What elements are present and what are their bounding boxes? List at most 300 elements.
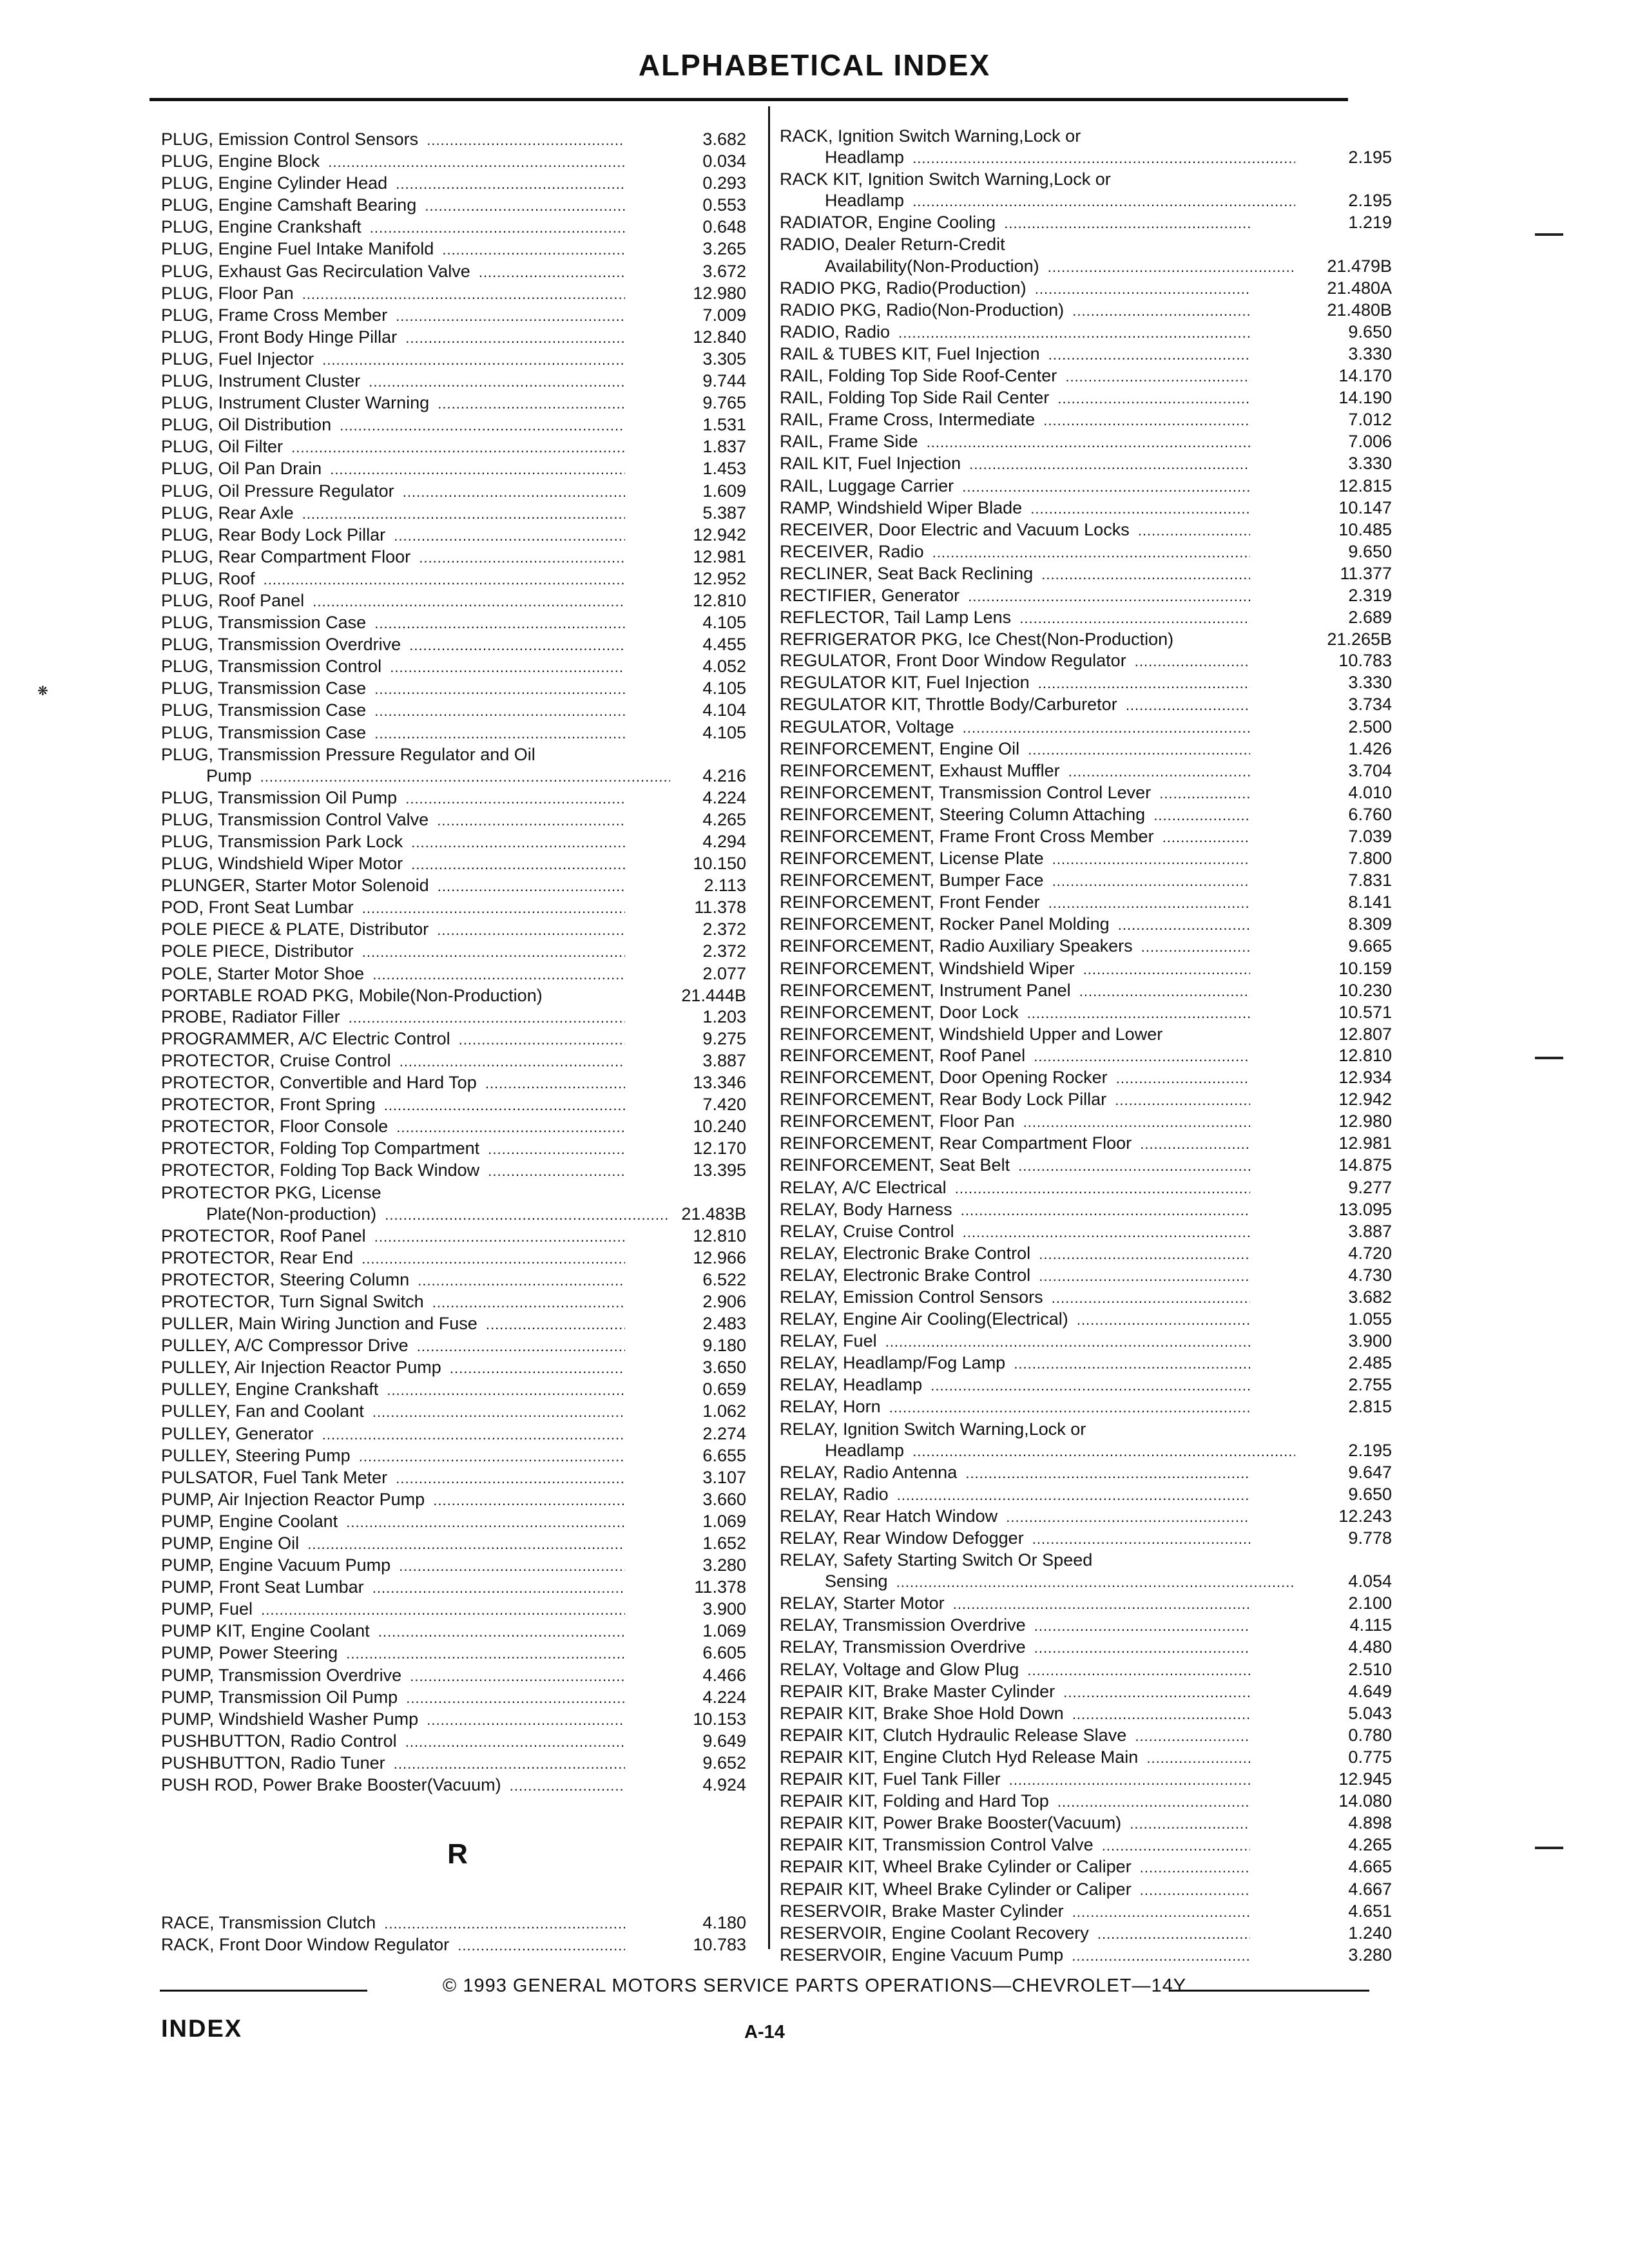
entry-page-ref: 1.069 <box>702 1511 746 1531</box>
entry-page-ref: 1.203 <box>702 1006 746 1026</box>
entry-description: PLUG, Oil Filter <box>161 437 287 456</box>
entry-page-ref: 2.689 <box>1348 608 1392 628</box>
left-entries-r <box>161 1912 754 1956</box>
entry-page-ref: 3.330 <box>1348 343 1392 363</box>
entry-description: PLUG, Transmission Case <box>161 723 370 742</box>
entry-description: PLUG, Engine Block <box>161 151 323 171</box>
entry-description: REINFORCEMENT, Front Fender <box>780 892 1044 912</box>
entry-description: PLUG, Fuel Injector <box>161 349 318 369</box>
entry-description: PUMP KIT, Engine Coolant <box>161 1621 374 1640</box>
left-column <box>161 129 754 1956</box>
entry-page-ref: 2.195 <box>1348 1440 1392 1460</box>
index-entry-line <box>780 1287 1392 1309</box>
entry-description: PULLEY, Fan and Coolant <box>161 1401 368 1421</box>
index-entry-line <box>780 1309 1392 1331</box>
entry-description: PULLEY, Steering Pump <box>161 1446 354 1465</box>
entry-description: POLE, Starter Motor Shoe <box>161 964 368 983</box>
entry-description: REINFORCEMENT, Seat Belt <box>780 1155 1014 1175</box>
entry-description: Plate(Non-production) <box>206 1204 380 1224</box>
entry-description: RADIO PKG, Radio(Non-Production) <box>780 300 1068 320</box>
index-entry-line <box>780 1615 1392 1637</box>
entry-page-ref: 2.372 <box>702 941 746 961</box>
entry-description: REINFORCEMENT, Frame Front Cross Member <box>780 827 1158 846</box>
entry-description: REINFORCEMENT, Roof Panel <box>780 1046 1029 1065</box>
entry-page-ref: 9.765 <box>702 393 746 413</box>
index-entry-line <box>161 1467 754 1489</box>
entry-page-ref: 12.942 <box>1338 1090 1392 1110</box>
entry-description: PULSATOR, Fuel Tank Meter <box>161 1468 391 1487</box>
index-entry-line <box>780 1856 1392 1878</box>
entry-description: REPAIR KIT, Fuel Tank Filler <box>780 1769 1005 1789</box>
entry-description: RADIATOR, Engine Cooling <box>780 213 999 232</box>
index-entry-line <box>780 169 1392 190</box>
index-entry-line <box>161 787 754 809</box>
index-entry-line <box>780 1659 1392 1681</box>
entry-description: PLUG, Instrument Cluster Warning <box>161 393 433 412</box>
entry-page-ref: 2.077 <box>702 963 746 983</box>
entry-page-ref: 2.113 <box>704 876 746 896</box>
entry-page-ref: 3.734 <box>1348 695 1392 715</box>
index-entry-line <box>780 126 1392 147</box>
index-entry-line <box>161 1731 754 1753</box>
entry-description: RACK, Front Door Window Regulator <box>161 1935 453 1954</box>
index-entry-line <box>161 195 754 216</box>
index-entry-line <box>161 1599 754 1620</box>
index-entry-line <box>161 1116 754 1138</box>
entry-page-ref: 4.216 <box>702 765 746 785</box>
index-entry-line <box>161 327 754 349</box>
entry-page-ref: 12.945 <box>1338 1769 1392 1789</box>
index-entry-line <box>780 672 1392 694</box>
index-entry-line <box>780 804 1392 826</box>
entry-description: REINFORCEMENT, Windshield Upper and Lower <box>780 1024 1166 1044</box>
index-entry-line <box>161 875 754 897</box>
entry-description: RESERVOIR, Brake Master Cylinder <box>780 1901 1068 1921</box>
index-entry-line <box>780 980 1392 1002</box>
index-entry-line <box>780 1703 1392 1725</box>
entry-page-ref: 21.480B <box>1327 300 1392 320</box>
index-entry-line <box>780 1462 1392 1484</box>
index-entry-line <box>780 1550 1392 1571</box>
index-entry-line <box>161 1204 754 1225</box>
entry-description: PULLEY, Generator <box>161 1424 318 1443</box>
entry-page-ref: 3.280 <box>1348 1945 1392 1965</box>
entry-description: REPAIR KIT, Brake Shoe Hold Down <box>780 1704 1068 1723</box>
entry-description: PLUG, Windshield Wiper Motor <box>161 854 407 873</box>
index-entry-line <box>161 1247 754 1269</box>
index-entry-line <box>780 453 1392 475</box>
entry-page-ref: 1.609 <box>702 481 746 501</box>
entry-page-ref: 13.395 <box>693 1160 746 1180</box>
entry-page-ref: 4.115 <box>1349 1615 1392 1635</box>
index-entry-line <box>161 1225 754 1247</box>
entry-page-ref: 7.006 <box>1348 432 1392 452</box>
index-entry-line <box>780 1637 1392 1658</box>
index-entry-line <box>780 1374 1392 1396</box>
entry-description: RADIO PKG, Radio(Production) <box>780 278 1030 298</box>
entry-description: REFRIGERATOR PKG, Ice Chest(Non-Production) <box>780 629 1177 649</box>
entry-page-ref: 12.981 <box>693 546 746 566</box>
entry-description: RAIL, Folding Top Side Roof-Center <box>780 366 1061 385</box>
entry-description: POLE PIECE, Distributor <box>161 941 358 961</box>
entry-page-ref: 3.672 <box>702 261 746 281</box>
entry-page-ref: 0.659 <box>702 1379 746 1399</box>
entry-description: REINFORCEMENT, Windshield Wiper <box>780 959 1079 978</box>
entry-page-ref: 2.195 <box>1348 148 1392 168</box>
entry-description: RELAY, Electronic Brake Control <box>780 1265 1034 1285</box>
entry-description: PROTECTOR, Turn Signal Switch <box>161 1292 428 1311</box>
entry-page-ref: 4.720 <box>1348 1243 1392 1263</box>
section-label: INDEX <box>161 2015 243 2042</box>
entry-page-ref: 14.170 <box>1338 366 1392 386</box>
entry-page-ref: 4.010 <box>1348 782 1392 802</box>
entry-description: PLUG, Engine Camshaft Bearing <box>161 195 420 215</box>
index-entry-line <box>780 343 1392 365</box>
index-entry-line <box>780 1111 1392 1133</box>
index-entry-line <box>780 431 1392 453</box>
entry-page-ref: 9.650 <box>1348 1484 1392 1504</box>
entry-page-ref: 7.039 <box>1348 827 1392 846</box>
entry-description: RAMP, Windshield Wiper Blade <box>780 498 1026 517</box>
index-entry-line <box>161 481 754 503</box>
index-entry-line <box>780 190 1392 212</box>
entry-page-ref: 10.783 <box>693 1935 746 1955</box>
entry-page-ref: 10.159 <box>1338 958 1392 978</box>
index-entry-line <box>161 524 754 546</box>
entry-page-ref: 3.305 <box>702 349 746 369</box>
entry-page-ref: 7.012 <box>1348 410 1392 430</box>
entry-page-ref: 3.330 <box>1348 454 1392 474</box>
entry-page-ref: 21.444B <box>681 985 746 1005</box>
entry-page-ref: 9.649 <box>702 1731 746 1751</box>
entry-description: RAIL, Frame Side <box>780 432 922 451</box>
index-entry-line <box>780 1769 1392 1791</box>
entry-page-ref: 4.105 <box>702 613 746 633</box>
index-entry-line <box>780 541 1392 563</box>
entry-page-ref: 2.372 <box>702 919 746 939</box>
entry-description: REINFORCEMENT, Door Opening Rocker <box>780 1068 1112 1087</box>
entry-description: REGULATOR, Voltage <box>780 717 958 736</box>
entry-page-ref: 1.069 <box>702 1621 746 1641</box>
page-number: A-14 <box>744 2022 785 2042</box>
index-entry-line <box>161 1357 754 1379</box>
entry-description: PLUG, Emission Control Sensors <box>161 130 422 149</box>
index-entry-line <box>780 694 1392 716</box>
entry-page-ref: 10.240 <box>693 1117 746 1137</box>
entry-page-ref: 3.900 <box>1348 1331 1392 1351</box>
index-entry-line <box>780 1791 1392 1812</box>
index-entry-line <box>780 914 1392 936</box>
entry-description: PLUG, Rear Axle <box>161 503 298 523</box>
index-entry-line <box>780 256 1392 278</box>
entry-description: PLUG, Transmission Pressure Regulator and Oil <box>161 745 539 764</box>
index-entry-line <box>780 1045 1392 1067</box>
entry-page-ref: 7.800 <box>1348 849 1392 869</box>
entry-page-ref: 13.095 <box>1338 1199 1392 1219</box>
entry-description: PLUG, Rear Compartment Floor <box>161 547 414 566</box>
entry-page-ref: 4.924 <box>702 1775 746 1795</box>
entry-page-ref: 12.815 <box>1338 476 1392 495</box>
index-entry-line <box>161 919 754 941</box>
index-entry-line <box>780 1725 1392 1747</box>
index-entry-line <box>780 607 1392 629</box>
index-entry-line <box>161 1182 754 1204</box>
entry-page-ref: 8.141 <box>1348 892 1392 912</box>
scan-speck: ❋ <box>37 684 48 698</box>
entry-page-ref: 1.055 <box>1348 1309 1392 1329</box>
index-entry-line <box>161 1291 754 1313</box>
index-entry-line <box>780 782 1392 804</box>
entry-page-ref: 1.652 <box>702 1533 746 1553</box>
entry-page-ref: 1.240 <box>1348 1923 1392 1943</box>
entry-description: RELAY, Radio Antenna <box>780 1463 961 1482</box>
index-entry-line <box>780 1396 1392 1418</box>
entry-page-ref: 2.483 <box>702 1314 746 1334</box>
entry-description: PROGRAMMER, A/C Electric Control <box>161 1029 454 1048</box>
index-entry-line <box>161 853 754 875</box>
entry-description: PLUNGER, Starter Motor Solenoid <box>161 876 433 895</box>
entry-page-ref: 4.455 <box>702 635 746 655</box>
entry-page-ref: 12.810 <box>1338 1045 1392 1065</box>
index-entry-line <box>780 826 1392 848</box>
entry-page-ref: 4.224 <box>702 1687 746 1707</box>
entry-page-ref: 4.265 <box>702 809 746 829</box>
index-entry-line <box>161 238 754 260</box>
index-entry-line <box>780 1331 1392 1352</box>
index-entry-line <box>780 1199 1392 1221</box>
entry-page-ref: 4.180 <box>702 1913 746 1933</box>
entry-description: RELAY, Headlamp/Fog Lamp <box>780 1353 1009 1372</box>
index-entry-line <box>780 716 1392 738</box>
entry-description: RELAY, Rear Hatch Window <box>780 1506 1001 1526</box>
entry-description: PLUG, Transmission Case <box>161 700 370 720</box>
entry-page-ref: 4.294 <box>702 832 746 851</box>
index-entry-line <box>161 129 754 151</box>
index-entry-line <box>780 1834 1392 1856</box>
entry-description: PROTECTOR, Cruise Control <box>161 1051 395 1070</box>
section-letter: R <box>447 1838 468 1870</box>
index-entry-line <box>780 1879 1392 1901</box>
index-entry-line <box>161 1774 754 1796</box>
entry-description: RADIO, Radio <box>780 322 894 341</box>
entry-description: RELAY, A/C Electrical <box>780 1178 950 1197</box>
entry-page-ref: 7.831 <box>1348 870 1392 890</box>
entry-page-ref: 1.531 <box>702 415 746 435</box>
entry-description: PUSH ROD, Power Brake Booster(Vacuum) <box>161 1775 505 1794</box>
entry-description: RELAY, Transmission Overdrive <box>780 1615 1030 1635</box>
entry-page-ref: 10.230 <box>1338 980 1392 1000</box>
entry-page-ref: 0.293 <box>702 173 746 193</box>
entry-description: RESERVOIR, Engine Coolant Recovery <box>780 1923 1093 1943</box>
margin-tick <box>1535 1057 1563 1059</box>
entry-description: PUMP, Engine Oil <box>161 1533 303 1553</box>
entry-page-ref: 1.426 <box>1348 738 1392 758</box>
entry-description: PROTECTOR, Roof Panel <box>161 1226 370 1245</box>
entry-description: PROTECTOR, Folding Top Back Window <box>161 1160 483 1180</box>
index-entry-line <box>780 1812 1392 1834</box>
entry-page-ref: 0.780 <box>1348 1725 1392 1745</box>
entry-page-ref: 9.650 <box>1348 541 1392 561</box>
index-entry-line <box>780 1089 1392 1111</box>
entry-description: REINFORCEMENT, Radio Auxiliary Speakers <box>780 936 1137 956</box>
index-entry-line <box>161 370 754 392</box>
entry-description: PROTECTOR, Steering Column <box>161 1270 413 1289</box>
index-entry-line <box>161 1934 754 1956</box>
index-entry-line <box>161 1642 754 1664</box>
index-entry-line <box>161 173 754 195</box>
entry-page-ref: 14.080 <box>1338 1791 1392 1811</box>
entry-description: RELAY, Radio <box>780 1485 892 1504</box>
index-entry-line <box>161 283 754 305</box>
entry-page-ref: 2.100 <box>1348 1593 1392 1613</box>
entry-description: RADIO, Dealer Return-Credit <box>780 235 1009 254</box>
index-entry-line <box>161 1577 754 1599</box>
entry-page-ref: 2.195 <box>1348 191 1392 211</box>
entry-description: PULLEY, A/C Compressor Drive <box>161 1336 412 1355</box>
entry-description: REPAIR KIT, Transmission Control Valve <box>780 1835 1097 1854</box>
index-entry-line <box>161 1687 754 1709</box>
entry-page-ref: 3.650 <box>702 1358 746 1378</box>
entry-description: PULLEY, Engine Crankshaft <box>161 1379 382 1399</box>
entry-description: PLUG, Transmission Control <box>161 657 385 676</box>
index-entry-line <box>161 1094 754 1116</box>
entry-page-ref: 4.052 <box>702 657 746 677</box>
entry-page-ref: 2.319 <box>1348 585 1392 605</box>
entry-description: PUSHBUTTON, Radio Control <box>161 1731 401 1751</box>
entry-page-ref: 2.274 <box>702 1423 746 1443</box>
index-entry-line <box>161 349 754 370</box>
index-entry-line <box>780 650 1392 672</box>
index-entry-line <box>780 1681 1392 1703</box>
index-entry-line <box>780 892 1392 914</box>
entry-description: PROBE, Radiator Filler <box>161 1007 344 1026</box>
entry-description: PUMP, Front Seat Lumbar <box>161 1577 368 1597</box>
index-entry-line <box>780 958 1392 980</box>
entry-page-ref: 9.647 <box>1348 1462 1392 1482</box>
entry-page-ref: 6.760 <box>1348 804 1392 824</box>
entry-page-ref: 7.009 <box>702 305 746 325</box>
index-entry-line <box>780 1265 1392 1287</box>
entry-page-ref: 4.224 <box>702 787 746 807</box>
entry-page-ref: 7.420 <box>702 1095 746 1115</box>
index-entry-line <box>161 678 754 700</box>
entry-page-ref: 12.981 <box>1338 1133 1392 1153</box>
entry-page-ref: 9.180 <box>702 1336 746 1356</box>
entry-description: RELAY, Emission Control Sensors <box>780 1287 1047 1307</box>
entry-description: RAIL, Folding Top Side Rail Center <box>780 388 1053 407</box>
index-entry-line <box>780 300 1392 322</box>
entry-description: PUMP, Transmission Overdrive <box>161 1666 405 1685</box>
entry-description: PLUG, Transmission Case <box>161 613 370 632</box>
index-entry-line <box>161 458 754 480</box>
index-entry-line <box>780 1440 1392 1462</box>
entry-page-ref: 9.744 <box>702 371 746 391</box>
entry-description: RESERVOIR, Engine Vacuum Pump <box>780 1945 1067 1965</box>
entry-page-ref: 2.755 <box>1348 1375 1392 1395</box>
entry-description: PUMP, Engine Vacuum Pump <box>161 1555 394 1575</box>
entry-description: PROTECTOR, Front Spring <box>161 1095 380 1114</box>
entry-description: PLUG, Transmission Park Lock <box>161 832 407 851</box>
entry-description: PUMP, Engine Coolant <box>161 1512 342 1531</box>
index-entry-line <box>780 1945 1392 1966</box>
index-entry-line <box>161 985 754 1006</box>
index-entry-line <box>161 216 754 238</box>
index-entry-line <box>161 503 754 524</box>
entry-page-ref: 12.810 <box>693 1225 746 1245</box>
entry-page-ref: 3.887 <box>702 1050 746 1070</box>
entry-description: PLUG, Engine Cylinder Head <box>161 173 391 193</box>
entry-description: PLUG, Transmission Overdrive <box>161 635 405 654</box>
entry-page-ref: 12.170 <box>693 1139 746 1158</box>
entry-page-ref: 1.219 <box>1348 213 1392 233</box>
entry-description: RELAY, Electronic Brake Control <box>780 1244 1034 1263</box>
entry-page-ref: 12.840 <box>693 327 746 347</box>
entry-page-ref: 4.667 <box>1348 1879 1392 1899</box>
entry-page-ref: 10.783 <box>1338 651 1392 671</box>
index-entry-line <box>161 612 754 634</box>
entry-description: PLUG, Front Body Hinge Pillar <box>161 327 401 347</box>
right-column <box>780 126 1392 1966</box>
entry-description: REPAIR KIT, Engine Clutch Hyd Release Main <box>780 1747 1142 1767</box>
entry-description: Sensing <box>825 1571 892 1591</box>
entry-page-ref: 9.665 <box>1348 936 1392 956</box>
index-entry-line <box>780 1221 1392 1243</box>
entry-description: PROTECTOR, Convertible and Hard Top <box>161 1073 481 1092</box>
index-entry-line <box>161 656 754 678</box>
entry-page-ref: 4.466 <box>702 1665 746 1685</box>
index-entry-line <box>161 1006 754 1028</box>
entry-description: RECLINER, Seat Back Reclining <box>780 564 1037 583</box>
entry-page-ref: 12.952 <box>693 568 746 588</box>
index-entry-line <box>780 409 1392 431</box>
index-entry-line <box>161 1138 754 1160</box>
entry-page-ref: 9.652 <box>702 1753 746 1773</box>
entry-description: POD, Front Seat Lumbar <box>161 898 358 917</box>
entry-description: REINFORCEMENT, Engine Oil <box>780 739 1023 758</box>
index-entry-line <box>161 744 754 765</box>
margin-tick <box>1535 233 1563 236</box>
index-entry-line <box>780 585 1392 607</box>
index-entry-line <box>161 1620 754 1642</box>
entry-page-ref: 1.837 <box>702 437 746 457</box>
index-entry-line <box>780 519 1392 541</box>
index-entry-line <box>161 1709 754 1731</box>
entry-description: PULLEY, Air Injection Reactor Pump <box>161 1358 445 1377</box>
index-entry-line <box>780 563 1392 585</box>
entry-description: REGULATOR KIT, Throttle Body/Carburetor <box>780 695 1121 714</box>
index-entry-line <box>161 941 754 963</box>
entry-description: Headlamp <box>825 191 908 210</box>
entry-page-ref: 0.648 <box>702 217 746 237</box>
entry-description: REINFORCEMENT, Rocker Panel Molding <box>780 914 1113 934</box>
entry-description: PUMP, Power Steering <box>161 1643 342 1662</box>
entry-description: RELAY, Engine Air Cooling(Electrical) <box>780 1309 1072 1329</box>
entry-description: REGULATOR, Front Door Window Regulator <box>780 651 1130 670</box>
entry-description: RECTIFIER, Generator <box>780 586 963 605</box>
entry-description: RAIL & TUBES KIT, Fuel Injection <box>780 344 1044 363</box>
entry-description: RAIL, Frame Cross, Intermediate <box>780 410 1039 429</box>
page-title: ALPHABETICAL INDEX <box>638 48 991 82</box>
entry-page-ref: 10.485 <box>1338 519 1392 539</box>
entry-page-ref: 6.522 <box>702 1269 746 1289</box>
entry-description: REFLECTOR, Tail Lamp Lens <box>780 608 1015 627</box>
index-entry-line <box>780 1923 1392 1945</box>
entry-description: REPAIR KIT, Wheel Brake Cylinder or Caliper <box>780 1857 1135 1876</box>
entry-description: PLUG, Roof <box>161 569 259 588</box>
entry-page-ref: 4.105 <box>702 722 746 742</box>
entry-description: PLUG, Oil Distribution <box>161 415 335 434</box>
index-entry-line <box>161 722 754 744</box>
